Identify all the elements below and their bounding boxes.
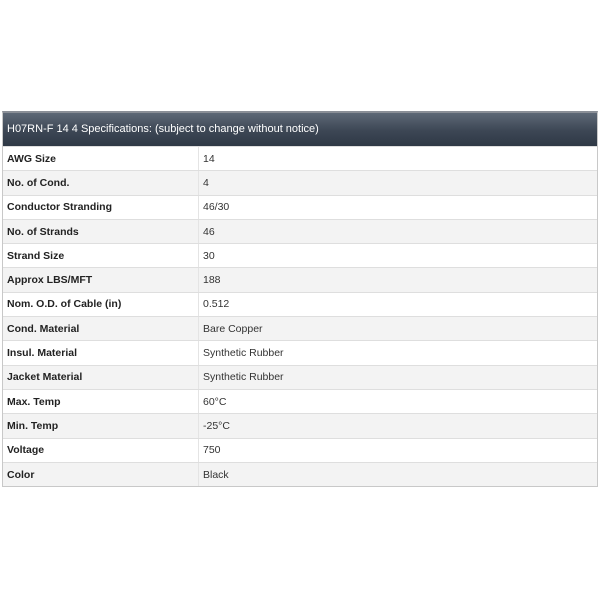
table-row bbox=[3, 292, 597, 316]
row-label: Cond. Material bbox=[7, 322, 80, 335]
row-label: AWG Size bbox=[7, 152, 57, 165]
row-value: 30 bbox=[198, 244, 597, 267]
table-row bbox=[3, 316, 597, 340]
row-value: -25°C bbox=[198, 414, 597, 437]
row-label: Voltage bbox=[7, 444, 45, 457]
row-label: Max. Temp bbox=[7, 395, 61, 408]
row-value: 750 bbox=[198, 439, 597, 462]
row-value: 188 bbox=[198, 268, 597, 291]
table-row bbox=[3, 146, 597, 170]
row-label: Conductor Stranding bbox=[7, 201, 112, 214]
row-label: Insul. Material bbox=[7, 347, 78, 360]
row-label: Approx LBS/MFT bbox=[7, 274, 93, 287]
row-label: Strand Size bbox=[7, 249, 65, 262]
row-value: Bare Copper bbox=[198, 317, 597, 340]
row-label: Min. Temp bbox=[7, 419, 59, 432]
row-label: Jacket Material bbox=[7, 371, 83, 384]
table-row bbox=[3, 462, 597, 486]
table-row bbox=[3, 365, 597, 389]
row-value: 14 bbox=[198, 147, 597, 170]
table-body bbox=[3, 146, 597, 486]
table-row bbox=[3, 195, 597, 219]
row-label: No. of Cond. bbox=[7, 176, 70, 189]
row-value: Synthetic Rubber bbox=[198, 366, 597, 389]
specifications-table bbox=[2, 111, 598, 487]
row-value: 60°C bbox=[198, 390, 597, 413]
table-row bbox=[3, 389, 597, 413]
row-value: 46 bbox=[198, 220, 597, 243]
table-title: H07RN-F 14 4 Specifications: (subject to change without notice) bbox=[3, 113, 597, 146]
row-value: 0.512 bbox=[198, 293, 597, 316]
table-row bbox=[3, 438, 597, 462]
table-row bbox=[3, 170, 597, 194]
row-label: Nom. O.D. of Cable (in) bbox=[7, 298, 122, 311]
row-value: 46/30 bbox=[198, 196, 597, 219]
table-row bbox=[3, 219, 597, 243]
table-row bbox=[3, 243, 597, 267]
row-label: No. of Strands bbox=[7, 225, 79, 238]
row-label: Color bbox=[7, 468, 35, 481]
table-row bbox=[3, 413, 597, 437]
row-value: 4 bbox=[198, 171, 597, 194]
row-value: Black bbox=[198, 463, 597, 486]
table-row bbox=[3, 340, 597, 364]
row-value: Synthetic Rubber bbox=[198, 341, 597, 364]
table-row bbox=[3, 267, 597, 291]
